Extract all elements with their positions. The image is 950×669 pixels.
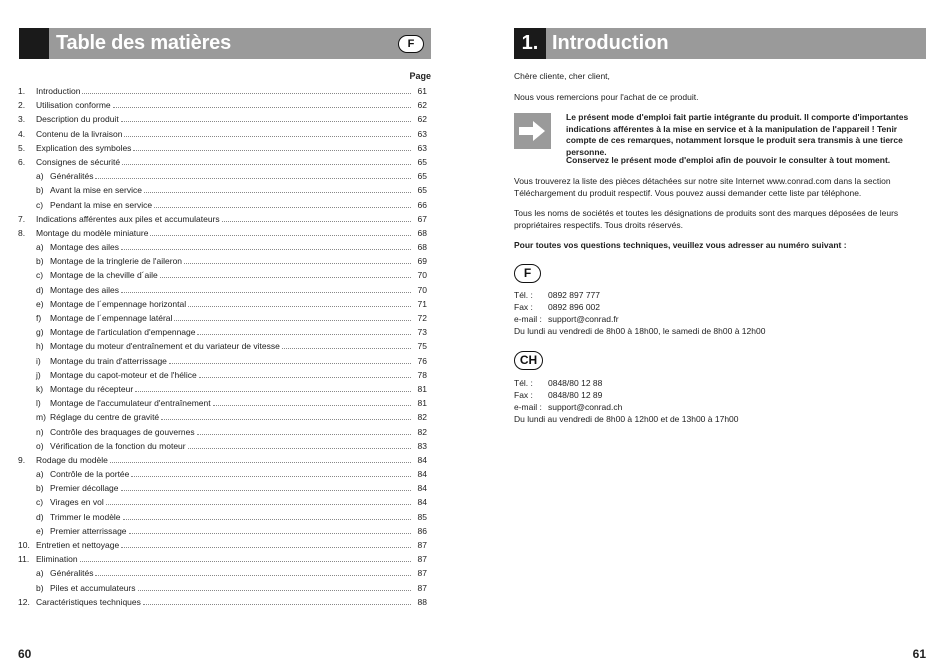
hours-text: Du lundi au vendredi de 8h00 à 18h00, le samedi de 8h00 à 12h00 (514, 326, 766, 336)
toc-title: Pendant la mise en service (50, 199, 153, 210)
toc-entry (18, 226, 427, 240)
toc-entry (18, 382, 427, 396)
toc-dot-leader (188, 439, 411, 449)
toc-title: Utilisation conforme (36, 100, 111, 111)
toc-number: 10. (18, 540, 30, 550)
greeting: Chère cliente, cher client, (514, 71, 610, 81)
toc-entry (18, 467, 427, 481)
toc-page-number: 63 (417, 142, 427, 153)
language-badge: F (398, 35, 424, 53)
toc-dot-leader (121, 240, 411, 250)
toc-title: Contenu de la livraison (36, 128, 123, 139)
toc-letter: b) (36, 256, 44, 267)
toc-letter: l) (36, 398, 41, 409)
toc-dot-leader (133, 141, 411, 151)
toc-number: 7. (18, 213, 26, 224)
toc-title: Réglage du centre de gravité (50, 412, 160, 423)
toc-number: 8. (18, 227, 26, 238)
contact-key: Fax : (514, 302, 533, 312)
toc-title: Montage de l'articulation d'empennage (50, 327, 196, 338)
toc-entry (18, 268, 427, 282)
toc-page-number: 75 (417, 341, 427, 352)
toc-dot-leader (123, 510, 411, 520)
toc-entry (18, 510, 427, 524)
contact-row (514, 301, 765, 313)
toc-title: Consignes de sécurité (36, 156, 121, 167)
toc-page-number: 62 (417, 100, 427, 111)
contact-key: e-mail : (514, 402, 542, 412)
toc-title: Table des matières (56, 32, 232, 54)
toc-letter: d) (36, 284, 44, 295)
toc-page-number: 68 (417, 242, 427, 253)
toc-entry (18, 481, 427, 495)
toc-entry (18, 169, 427, 183)
toc-dot-leader (110, 453, 411, 463)
toc-title: Montage de la cheville d´aile (50, 270, 158, 281)
toc-page-number: 82 (417, 426, 427, 437)
toc-number: 11. (18, 554, 30, 565)
toc-entry (18, 183, 427, 197)
toc-dot-leader (197, 325, 411, 335)
toc-title: Montage du modèle miniature (36, 227, 149, 238)
france-badge: F (514, 264, 541, 283)
toc-entry (18, 339, 427, 353)
toc-number: 12. (18, 596, 30, 607)
toc-entry (18, 297, 427, 311)
toc-title: Elimination (36, 554, 78, 565)
toc-letter: a) (36, 469, 44, 480)
toc-dot-leader (161, 410, 411, 420)
introduction-header (514, 28, 926, 59)
toc-page-number: 65 (417, 171, 427, 182)
toc-page-number: 65 (417, 185, 427, 196)
toc-dot-leader (121, 538, 411, 548)
toc-page-number: 62 (417, 114, 427, 125)
right-page (475, 0, 950, 669)
questions-text: Pour toutes vos questions techniques, veuillez vous adresser au numéro suivant : (514, 240, 847, 250)
toc-entry (18, 325, 427, 339)
toc-title: Premier décollage (50, 483, 119, 494)
toc-dot-leader (138, 581, 411, 591)
toc-number: 9. (18, 454, 26, 465)
toc-page-number: 83 (417, 440, 427, 451)
table-of-contents (18, 84, 427, 609)
left-page-number: 60 (18, 647, 32, 661)
toc-title: Virages en vol (50, 497, 104, 508)
toc-dot-leader (124, 127, 411, 137)
toc-title: Montage du capot-moteur et de l'hélice (50, 369, 197, 380)
toc-entry (18, 98, 427, 112)
toc-dot-leader (80, 552, 411, 562)
toc-entry (18, 368, 427, 382)
toc-letter: c) (36, 270, 44, 281)
toc-letter: j) (36, 369, 41, 380)
toc-title: Description du produit (36, 114, 119, 125)
introduction-title: Introduction (552, 32, 669, 54)
toc-number: 2. (18, 100, 26, 111)
arrow-icon (514, 113, 551, 149)
toc-title: Montage des ailes (50, 284, 119, 295)
toc-title: Montage des ailes (50, 242, 119, 253)
toc-page-number: 71 (417, 298, 427, 309)
toc-dot-leader (160, 268, 411, 278)
toc-letter: a) (36, 242, 44, 253)
toc-entry (18, 439, 427, 453)
contact-row (514, 401, 739, 413)
spare-parts-text: Vous trouverez la liste des pièces détachées sur notre site Internet www.conrad.com dans la section Téléchargement du produit respectif. Vous pouvez aussi demander cette liste par téléphone. (514, 176, 891, 198)
toc-dot-leader (154, 198, 411, 208)
toc-letter: b) (36, 483, 44, 494)
toc-entry (18, 538, 427, 552)
toc-page-number: 84 (417, 483, 427, 494)
toc-title: Caractéristiques techniques (36, 596, 141, 607)
toc-letter: b) (36, 582, 44, 593)
toc-entry (18, 127, 427, 141)
toc-dot-leader (174, 311, 411, 321)
toc-entry (18, 112, 427, 126)
toc-title: Contrôle de la portée (50, 469, 130, 480)
toc-dot-leader (213, 396, 411, 406)
toc-title: Montage du train d'atterrissage (50, 355, 167, 366)
toc-title: Explication des symboles (36, 142, 132, 153)
contact-key: e-mail : (514, 314, 542, 324)
toc-title: Introduction (36, 86, 81, 96)
toc-page-number: 85 (417, 511, 427, 522)
toc-dot-leader (95, 169, 411, 179)
toc-letter: e) (36, 298, 44, 309)
toc-letter: k) (36, 383, 44, 394)
toc-number: 1. (18, 86, 26, 96)
france-contact (514, 289, 765, 337)
toc-header (19, 28, 431, 59)
toc-entry (18, 84, 427, 98)
toc-entry (18, 566, 427, 580)
toc-page-number: 88 (417, 596, 427, 607)
hours-text: Du lundi au vendredi de 8h00 à 12h00 et de 13h00 à 17h00 (514, 414, 739, 424)
toc-title: Montage de l´empennage latéral (50, 313, 173, 323)
toc-dot-leader (122, 155, 411, 165)
keep-manual-note: Conservez le présent mode d'emploi afin de pouvoir le consulter à tout moment. (566, 155, 891, 165)
phone-value: 0848/80 12 88 (548, 378, 603, 388)
toc-letter: d) (36, 511, 44, 522)
toc-page-number: 61 (417, 86, 427, 96)
toc-page-number: 76 (417, 355, 427, 366)
toc-entry (18, 141, 427, 155)
toc-title: Généralités (50, 568, 94, 579)
toc-number: 4. (18, 128, 26, 139)
toc-page-number: 65 (417, 156, 427, 167)
toc-entry (18, 311, 427, 325)
toc-title: Indications afférentes aux piles et accumulateurs (36, 213, 220, 224)
toc-page-number: 82 (417, 412, 427, 423)
toc-title: Montage du moteur d'entraînement et du variateur de vitesse (50, 341, 280, 352)
toc-page-number: 87 (417, 582, 427, 593)
section-number: 1. (514, 28, 546, 59)
toc-page-number: 86 (417, 525, 427, 536)
toc-title: Montage de l´empennage horizontal (50, 298, 187, 309)
toc-title: Entretien et nettoyage (36, 540, 120, 550)
toc-entry (18, 354, 427, 368)
contact-row (514, 389, 739, 401)
toc-dot-leader (199, 368, 411, 378)
toc-page-number: 87 (417, 540, 427, 550)
toc-page-number: 72 (417, 313, 427, 323)
toc-number: 5. (18, 142, 26, 153)
toc-entry (18, 453, 427, 467)
toc-entry (18, 425, 427, 439)
toc-dot-leader (121, 283, 411, 293)
toc-page-number: 84 (417, 497, 427, 508)
toc-dot-leader (222, 212, 411, 222)
toc-letter: b) (36, 185, 44, 196)
toc-letter: n) (36, 426, 44, 437)
toc-entry (18, 581, 427, 595)
toc-dot-leader (95, 566, 411, 576)
toc-title: Piles et accumulateurs (50, 582, 136, 593)
toc-letter: o) (36, 440, 44, 451)
toc-page-number: 78 (417, 369, 427, 380)
toc-entry (18, 155, 427, 169)
toc-dot-leader (82, 84, 411, 94)
toc-letter: e) (36, 525, 44, 536)
toc-dot-leader (135, 382, 411, 392)
toc-dot-leader (143, 595, 411, 605)
toc-entry (18, 212, 427, 226)
toc-entry (18, 240, 427, 254)
toc-title: Avant la mise en service (50, 185, 142, 196)
toc-dot-leader (282, 339, 411, 349)
toc-entry (18, 524, 427, 538)
toc-title: Rodage du modèle (36, 454, 108, 465)
contact-key: Tél. : (514, 378, 533, 388)
toc-page-number: 84 (417, 454, 427, 465)
toc-page-number: 81 (417, 398, 427, 409)
toc-page-number: 63 (417, 128, 427, 139)
fax-value: 0892 896 002 (548, 302, 600, 312)
toc-page-number: 84 (417, 469, 427, 480)
toc-letter: c) (36, 199, 44, 210)
toc-dot-leader (197, 425, 411, 435)
toc-dot-leader (169, 354, 411, 364)
toc-page-number: 70 (417, 284, 427, 295)
contact-row (514, 313, 765, 325)
toc-dot-leader (106, 495, 411, 505)
toc-title: Contrôle des braquages de gouvernes (50, 426, 195, 437)
toc-entry (18, 283, 427, 297)
toc-number: 6. (18, 156, 26, 167)
thanks-text: Nous vous remercions pour l'achat de ce produit. (514, 92, 699, 102)
toc-letter: a) (36, 171, 44, 182)
toc-title: Vérification de la fonction du moteur (50, 440, 186, 451)
toc-number: 3. (18, 114, 26, 125)
toc-title: Premier atterrissage (50, 525, 127, 536)
toc-page-number: 70 (417, 270, 427, 281)
toc-letter: c) (36, 497, 44, 508)
toc-page-number: 81 (417, 383, 427, 394)
toc-page-number: 87 (417, 554, 427, 565)
toc-dot-leader (184, 254, 411, 264)
page-column-label: Page (409, 71, 431, 81)
right-page-number: 61 (912, 647, 926, 661)
toc-entry (18, 552, 427, 566)
toc-dot-leader (113, 98, 411, 108)
toc-dot-leader (144, 183, 411, 193)
toc-title: Montage de la tringlerie de l'aileron (50, 256, 183, 267)
toc-entry (18, 254, 427, 268)
toc-letter: h) (36, 341, 44, 352)
toc-title: Généralités (50, 171, 94, 182)
toc-dot-leader (188, 297, 411, 307)
toc-letter: m) (36, 412, 46, 423)
email-value: support@conrad.fr (548, 314, 619, 324)
fax-value: 0848/80 12 89 (548, 390, 603, 400)
toc-page-number: 87 (417, 568, 427, 579)
toc-page-number: 66 (417, 199, 427, 210)
important-note: Le présent mode d'emploi fait partie intégrante du produit. Il comporte d'importantes indications afférentes à la mise en service et à la manipulation de l'appareil ! Tenir compte de ces remarques, notamment lorsque le produit sera transmis à une tierce personne. (566, 112, 909, 157)
toc-page-number: 73 (417, 327, 427, 338)
trademarks-text: Tous les noms de sociétés et toutes les désignations de produits sont des marques déposées de leurs propriétaires respectifs. Tous droits réservés. (514, 208, 899, 230)
toc-entry (18, 495, 427, 509)
toc-entry (18, 396, 427, 410)
toc-letter: f) (36, 313, 42, 323)
toc-page-number: 68 (417, 227, 427, 238)
phone-value: 0892 897 777 (548, 290, 600, 300)
email-value: support@conrad.ch (548, 402, 623, 412)
toc-dot-leader (129, 524, 411, 534)
switzerland-contact (514, 377, 739, 425)
toc-entry (18, 198, 427, 212)
header-black-block (19, 28, 49, 59)
toc-entry (18, 595, 427, 609)
toc-dot-leader (121, 112, 411, 122)
contact-row (514, 377, 739, 389)
toc-title: Trimmer le modèle (50, 511, 121, 522)
toc-letter: i) (36, 355, 41, 366)
toc-entry (18, 410, 427, 424)
toc-page-number: 69 (417, 256, 427, 267)
toc-title: Montage de l'accumulateur d'entraînement (50, 398, 211, 409)
toc-page-number: 67 (417, 213, 427, 224)
toc-title: Montage du récepteur (50, 383, 134, 394)
toc-dot-leader (150, 226, 411, 236)
toc-dot-leader (121, 481, 411, 491)
toc-letter: a) (36, 568, 44, 579)
contact-key: Tél. : (514, 290, 533, 300)
toc-dot-leader (131, 467, 411, 477)
contact-key: Fax : (514, 390, 533, 400)
contact-row (514, 289, 765, 301)
switzerland-badge: CH (514, 351, 543, 370)
toc-letter: g) (36, 327, 44, 338)
